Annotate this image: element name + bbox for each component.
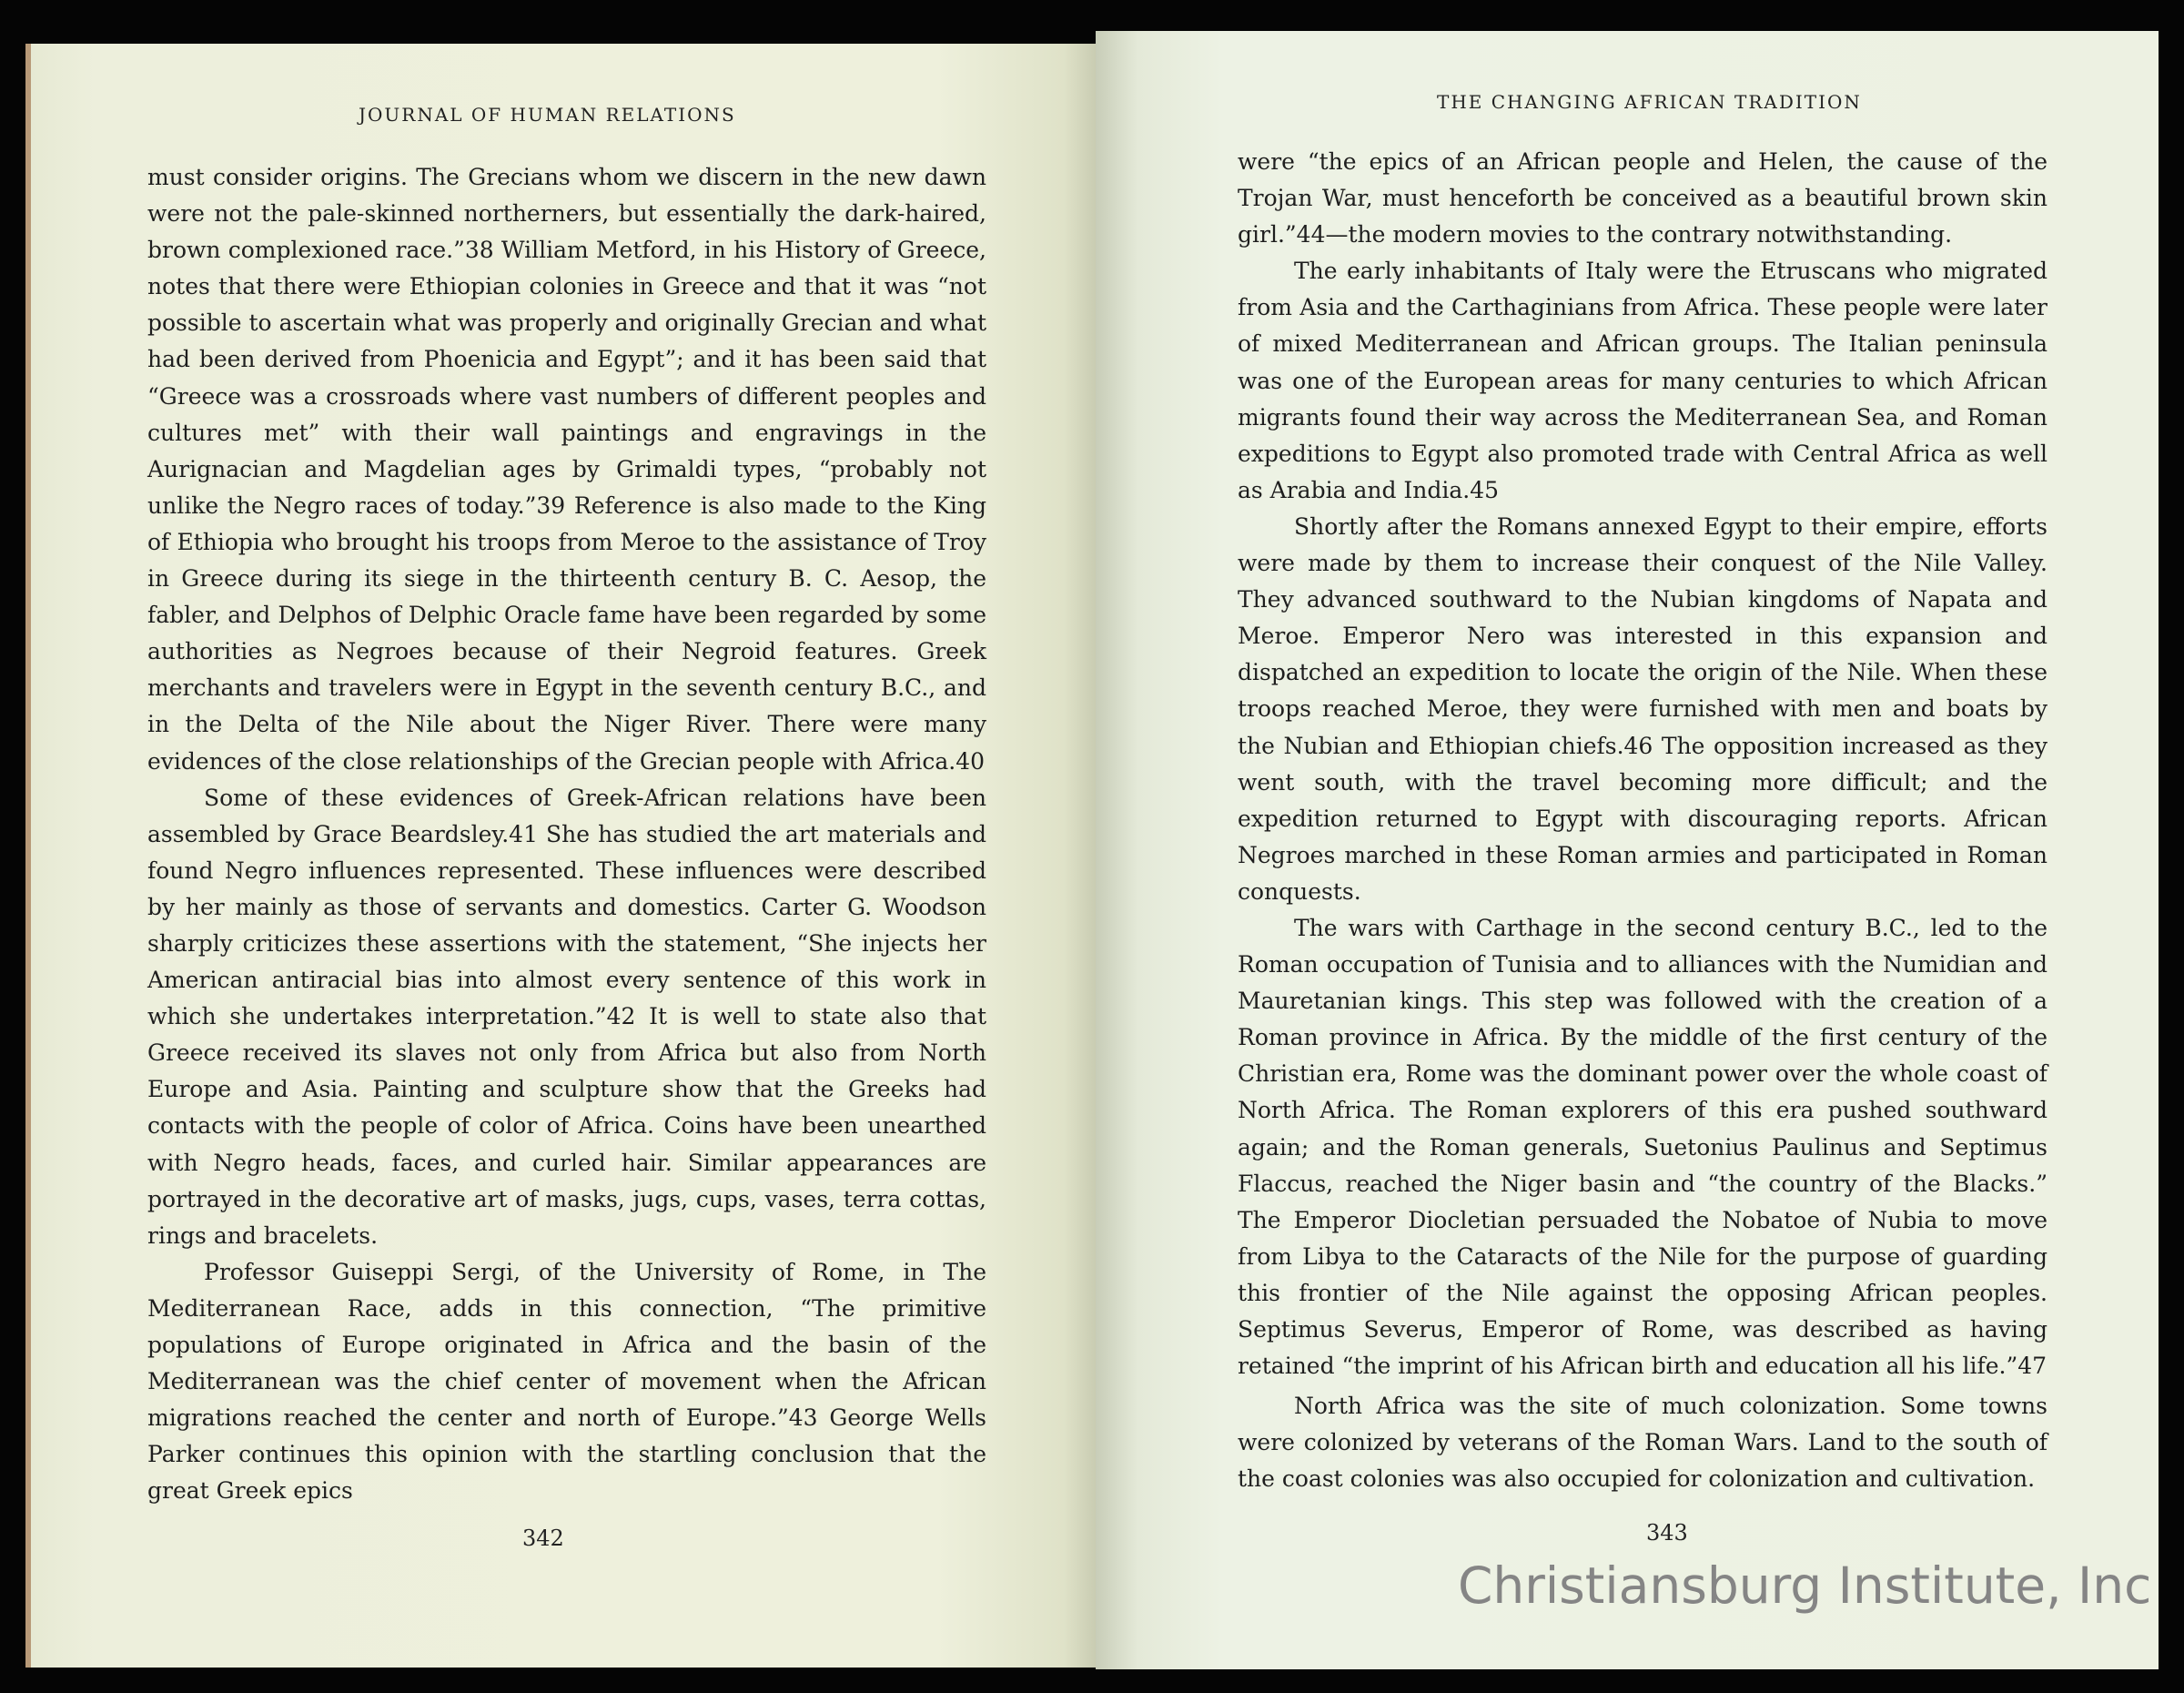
left-page-number: 342 — [522, 1526, 564, 1551]
right-paragraph-2: The early inhabitants of Italy were the Etruscans who migrated from Asia and the Carthaginians from Africa. These people were later of mixed Mediterranean and African groups. The Italian peninsula was one of the European areas for many centuries to which African migrants found their way across the Mediterranean Sea, and Roman expeditions to Egypt also promoted trade with Central Africa as well as Arabia and India.45 — [1238, 258, 2048, 503]
right-page — [1096, 31, 2159, 1669]
left-page — [25, 44, 1096, 1668]
right-paragraph-1: were “the epics of an African people and Helen, the cause of the Trojan War, must henceforth be conceived as a beautiful brown skin girl.”44—the modern movies to the contrary notwithstanding. — [1238, 148, 2048, 248]
right-running-header: THE CHANGING AFRICAN TRADITION — [1437, 91, 1862, 113]
left-body-text — [147, 159, 986, 1509]
left-running-header: JOURNAL OF HUMAN RELATIONS — [359, 104, 736, 126]
left-paragraph-2: Some of these evidences of Greek-African relations have been assembled by Grace Beardsley.41 She has studied the art materials and found Negro influences represented. These influences were described by her mainly as those of servants and domestics. Carter G. Woodson sharply criticizes these assertions with the statement, “She injects her American antiracial bias into almost every sentence of this work in which she undertakes interpretation.”42 It is well to state also that Greece received its slaves not only from Africa but also from North Europe and Asia. Painting and sculpture show that the Greeks had contacts with the people of color of Africa. Coins have been unearthed with Negro heads, faces, and curled hair. Similar appearances are portrayed in the decorative art of masks, jugs, cups, vases, terra cottas, rings and bracelets. — [147, 784, 986, 1249]
right-paragraph-3: Shortly after the Romans annexed Egypt to their empire, efforts were made by them to increase their conquest of the Nile Valley. They advanced southward to the Nubian kingdoms of Napata and Meroe. Emperor Nero was interested in this expansion and dispatched an expedition to locate the origin of the Nile. When these troops reached Meroe, they were furnished with men and boats by the Nubian and Ethiopian chiefs.46 The opposition increased as they went south, with the travel becoming more difficult; and the expedition returned to Egypt with discouraging reports. African Negroes marched in these Roman armies and participated in Roman conquests. — [1238, 512, 2048, 905]
right-paragraph-4: The wars with Carthage in the second century B.C., led to the Roman occupation of Tunisia and to alliances with the Numidian and Mauretanian kings. This step was followed with the creation of a Roman province in Africa. By the middle of the first century of the Christian era, Rome was the dominant power over the whole coast of North Africa. The Roman explorers of this era pushed southward again; and the Roman generals, Suetonius Paulinus and Septimus Flaccus, reached the Niger basin and “the country of the Blacks.” The Emperor Diocletian persuaded the Nobatoe of Nubia to move from Libya to the Cataracts of the Nile for the purpose of guarding this frontier of the Nile against the opposing African peoples. Septimus Severus, Emperor of Rome, was described as having retained “the imprint of his African birth and education all his life.”47 — [1238, 914, 2048, 1380]
right-paragraph-5: North Africa was the site of much colonization. Some towns were colonized by veterans of the Roman Wars. Land to the south of the coast colonies was also occupied for colonization and cultivation. — [1238, 1393, 2048, 1493]
watermark-text: Christiansburg Institute, Inc — [1458, 1556, 2152, 1615]
right-body-text — [1238, 144, 2048, 1497]
left-paragraph-3: Professor Guiseppi Sergi, of the University of Rome, in The Mediterranean Race, adds in this connection, “The primitive populations of Europe originated in Africa and the basin of the Mediterranean was the chief center of movement when the African migrations reached the center and north of Europe.”43 George Wells Parker continues this opinion with the startling conclusion that the great Greek epics — [147, 1258, 986, 1505]
right-page-number: 343 — [1646, 1520, 1688, 1546]
left-paragraph-1: must consider origins. The Grecians whom we discern in the new dawn were not the pale-skinned northerners, but essentially the dark-haired, brown complexioned race.”38 William Metford, in his History of Greece, notes that there were Ethiopian colonies in Greece and that it was “not possible to ascertain what was properly and originally Grecian and what had been derived from Phoenicia and Egypt”; and it has been said that “Greece was a crossroads where vast numbers of different peoples and cultures met” with their wall paintings and engravings in the Aurignacian and Magdelian ages by Grimaldi types, “probably not unlike the Negro races of today.”39 Reference is also made to the King of Ethiopia who brought his troops from Meroe to the assistance of Troy in Greece during its siege in the thirteenth century B. C. Aesop, the fabler, and Delphos of Delphic Oracle fame have been regarded by some authorities as Negroes because of their Negroid features. Greek merchants and travelers were in Egypt in the seventh century B.C., and in the Delta of the Nile about the Niger River. There were many evidences of the close relationships of the Grecian people with Africa.40 — [147, 164, 986, 775]
